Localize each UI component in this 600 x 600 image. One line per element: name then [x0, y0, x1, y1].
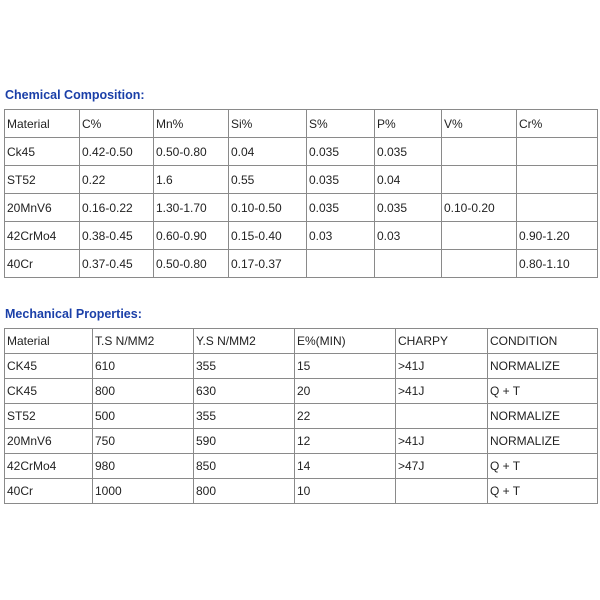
chemical-composition-heading: Chemical Composition: — [5, 88, 145, 102]
mechanical-table-cell: Q + T — [488, 379, 598, 404]
mechanical-table-cell: 14 — [295, 454, 396, 479]
chemical-table-cell: 0.80-1.10 — [517, 250, 598, 278]
mechanical-table-cell: 850 — [194, 454, 295, 479]
mechanical-table-cell: Q + T — [488, 454, 598, 479]
chemical-table-row — [5, 138, 598, 166]
mechanical-table-cell: 630 — [194, 379, 295, 404]
chemical-table-header-cell: Cr% — [517, 110, 598, 138]
chemical-table-cell: Ck45 — [5, 138, 80, 166]
mechanical-table-cell — [396, 404, 488, 429]
mechanical-table-row — [5, 404, 598, 429]
chemical-table-cell — [442, 250, 517, 278]
mechanical-table-row — [5, 479, 598, 504]
mechanical-table-header-row — [5, 329, 598, 354]
chemical-table-cell: 1.30-1.70 — [154, 194, 229, 222]
chemical-table-cell: ST52 — [5, 166, 80, 194]
mechanical-properties-table — [4, 328, 598, 504]
mechanical-table-cell: 40Cr — [5, 479, 93, 504]
chemical-table-cell: 0.03 — [375, 222, 442, 250]
chemical-table-cell — [442, 138, 517, 166]
chemical-table-row — [5, 194, 598, 222]
chemical-table-header-cell: V% — [442, 110, 517, 138]
mechanical-table-cell: 12 — [295, 429, 396, 454]
mechanical-table-cell: Q + T — [488, 479, 598, 504]
chemical-table-cell: 0.04 — [229, 138, 307, 166]
mechanical-table-header-cell: Y.S N/MM2 — [194, 329, 295, 354]
mechanical-table-cell: 15 — [295, 354, 396, 379]
chemical-table-cell: 0.90-1.20 — [517, 222, 598, 250]
chemical-table-header-cell: Material — [5, 110, 80, 138]
mechanical-table-header-cell: CHARPY — [396, 329, 488, 354]
mechanical-table-cell: 750 — [93, 429, 194, 454]
chemical-table-row — [5, 250, 598, 278]
mechanical-table-cell: CK45 — [5, 379, 93, 404]
mechanical-table-header-cell: Material — [5, 329, 93, 354]
mechanical-table-cell: >41J — [396, 429, 488, 454]
chemical-table-cell: 0.10-0.20 — [442, 194, 517, 222]
mechanical-table-header-cell: T.S N/MM2 — [93, 329, 194, 354]
chemical-table-cell — [517, 138, 598, 166]
chemical-table-cell — [517, 166, 598, 194]
mechanical-table-row — [5, 454, 598, 479]
mechanical-table-header-cell: E%(MIN) — [295, 329, 396, 354]
mechanical-table-cell — [396, 479, 488, 504]
chemical-table-cell: 0.42-0.50 — [80, 138, 154, 166]
mechanical-table-cell: NORMALIZE — [488, 354, 598, 379]
chemical-table-cell — [375, 250, 442, 278]
chemical-table-cell: 0.16-0.22 — [80, 194, 154, 222]
chemical-table-cell: 0.22 — [80, 166, 154, 194]
mechanical-table-header-cell: CONDITION — [488, 329, 598, 354]
chemical-table-header-cell: C% — [80, 110, 154, 138]
chemical-table-cell — [307, 250, 375, 278]
chemical-table-cell — [442, 166, 517, 194]
mechanical-table-cell: NORMALIZE — [488, 404, 598, 429]
chemical-table-cell: 0.50-0.80 — [154, 138, 229, 166]
mechanical-table-cell: 980 — [93, 454, 194, 479]
chemical-table-cell: 1.6 — [154, 166, 229, 194]
chemical-table-row — [5, 166, 598, 194]
mechanical-table-cell: 20 — [295, 379, 396, 404]
chemical-table-cell: 0.03 — [307, 222, 375, 250]
chemical-table-cell: 0.10-0.50 — [229, 194, 307, 222]
mechanical-properties-heading: Mechanical Properties: — [5, 307, 142, 321]
chemical-composition-table — [4, 109, 598, 278]
chemical-table-cell: 0.035 — [307, 166, 375, 194]
chemical-table-header-row — [5, 110, 598, 138]
chemical-table-header-cell: Mn% — [154, 110, 229, 138]
mechanical-table-cell: ST52 — [5, 404, 93, 429]
chemical-table-cell: 40Cr — [5, 250, 80, 278]
mechanical-table-cell: 500 — [93, 404, 194, 429]
mechanical-table-cell: 22 — [295, 404, 396, 429]
mechanical-table-row — [5, 429, 598, 454]
chemical-table-cell: 20MnV6 — [5, 194, 80, 222]
mechanical-table-row — [5, 379, 598, 404]
mechanical-table-cell: 355 — [194, 404, 295, 429]
chemical-table-cell — [517, 194, 598, 222]
chemical-table-cell: 0.37-0.45 — [80, 250, 154, 278]
chemical-table-header-cell: S% — [307, 110, 375, 138]
chemical-table-header-cell: P% — [375, 110, 442, 138]
mechanical-table-cell: 590 — [194, 429, 295, 454]
mechanical-table-cell: 800 — [194, 479, 295, 504]
mechanical-table-cell: 10 — [295, 479, 396, 504]
mechanical-table-cell: >47J — [396, 454, 488, 479]
chemical-table-row — [5, 222, 598, 250]
chemical-table-cell: 0.17-0.37 — [229, 250, 307, 278]
mechanical-table-cell: 355 — [194, 354, 295, 379]
mechanical-table-cell: CK45 — [5, 354, 93, 379]
chemical-table-cell: 0.50-0.80 — [154, 250, 229, 278]
chemical-table-cell — [442, 222, 517, 250]
mechanical-table-cell: 42CrMo4 — [5, 454, 93, 479]
chemical-table-cell: 0.38-0.45 — [80, 222, 154, 250]
chemical-table-cell: 0.04 — [375, 166, 442, 194]
mechanical-table-cell: 610 — [93, 354, 194, 379]
chemical-table-cell: 0.035 — [307, 194, 375, 222]
chemical-table-cell: 0.035 — [375, 138, 442, 166]
mechanical-table-row — [5, 354, 598, 379]
mechanical-table-cell: 1000 — [93, 479, 194, 504]
chemical-table-cell: 0.035 — [307, 138, 375, 166]
chemical-table-cell: 42CrMo4 — [5, 222, 80, 250]
mechanical-table-cell: >41J — [396, 379, 488, 404]
chemical-table-cell: 0.035 — [375, 194, 442, 222]
chemical-table-header-cell: Si% — [229, 110, 307, 138]
mechanical-table-cell: >41J — [396, 354, 488, 379]
mechanical-table-cell: 20MnV6 — [5, 429, 93, 454]
chemical-table-cell: 0.15-0.40 — [229, 222, 307, 250]
mechanical-table-cell: 800 — [93, 379, 194, 404]
chemical-table-cell: 0.55 — [229, 166, 307, 194]
mechanical-table-cell: NORMALIZE — [488, 429, 598, 454]
chemical-table-cell: 0.60-0.90 — [154, 222, 229, 250]
